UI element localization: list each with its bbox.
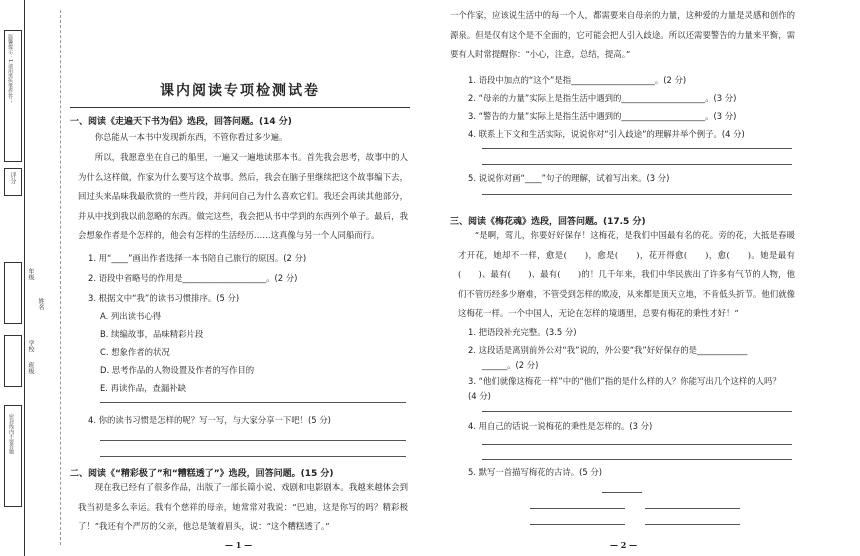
notice-line: 温馨提示：1.请用黑色笔作答；	[7, 34, 13, 104]
option-a: A. 列出读书心得	[100, 311, 162, 321]
score-box	[4, 168, 22, 196]
question-3-2b: ______。(2 分)	[482, 360, 539, 370]
passage-2: 现在我已经有了很多作品，出版了一部长篇小说、戏剧和电影剧本。我越来越体会到我当初是多么幸运。我有个慈祥的母亲，她常常对我说：“巴迪，这是你写的吗？精彩极了！”我还有个严厉的父亲，他总是皱着眉头，说：“这个糟糕透了。”	[78, 482, 408, 531]
question-1-3: 3. 根据文中“我”的读书习惯排序。(5 分)	[88, 293, 240, 303]
option-b: B. 续编故事，品味精彩片段	[100, 329, 204, 339]
page-number: — 1 —	[225, 540, 253, 550]
name-field[interactable]	[36, 298, 45, 310]
name-box	[4, 262, 22, 324]
school-label: 学校	[27, 340, 34, 352]
option-e: E. 再读作品，查漏补缺	[100, 383, 186, 393]
poem-line[interactable]	[530, 508, 625, 509]
question-3-2: 2. 这段话是离别前外公对“我”说的，外公要“我”好好保存的是____________	[468, 345, 748, 355]
score-label: 评分	[9, 172, 16, 184]
answer-line[interactable]	[482, 459, 792, 460]
answer-line[interactable]	[482, 444, 792, 445]
grade-field[interactable]	[26, 268, 35, 280]
passage-1b: 所以，我愿意坐在自己的船里，一遍又一遍地读那本书。首先我会思考，故事中的人为什么这样做，作家为什么要写这个故事。然后，我会在脑子里继续把这个故事编下去，回过头来品味我最欣赏的一些片段，并问问自己为什么喜欢它们。我还会再读其他部分，并从中找到我以前忽略的东西。做完这些，我会把从书中学到的东西列个单子。最后，我会想象作者是个怎样的，他会有怎样的生活经历……这真像与另一个人同船而行。	[78, 152, 408, 240]
passage-2-cont: 一个作家，应该说生活中的每一个人，都需要来自母亲的力量，这种爱的力量是灵感和创作的源泉。但是仅有这个是不全面的，它可能会把人引入歧途。所以还需要警告的力量来平衡，需要有人时常提醒你：“小心，注意，总结，提高。”	[450, 10, 795, 59]
class-field[interactable]	[26, 362, 35, 374]
class-label: 班级	[27, 362, 34, 374]
school-box	[4, 335, 22, 387]
section-1-heading: 一、阅读《走遍天下书为侣》选段，回答问题。(14 分)	[70, 117, 292, 127]
binding-sidebar	[0, 0, 25, 556]
seal-note: 密封线内不要答题	[8, 414, 14, 454]
question-3-5: 5. 默写一首描写梅花的古诗。(5 分)	[468, 467, 603, 477]
answer-line[interactable]	[100, 456, 406, 457]
seal-line	[60, 10, 61, 545]
section-3-heading: 三、阅读《梅花魂》选段，回答问题。(17.5 分)	[450, 217, 646, 227]
section-2-heading: 二、阅读《“精彩极了”和“糟糕透了”》选段，回答问题。(15 分)	[70, 469, 334, 479]
question-3-1: 1. 把语段补充完整。(3.5 分)	[468, 327, 577, 337]
poem-line[interactable]	[645, 524, 740, 525]
page-title: 课内阅读专项检测试卷	[160, 83, 320, 99]
answer-line[interactable]	[100, 402, 406, 403]
divider	[70, 107, 410, 108]
question-2-1: 1. 语段中加点的“这个”是指____________________。(2 分)	[468, 75, 687, 85]
question-2-4: 4. 联系上下文和生活实际，说说你对“引入歧途”的理解并举个例子。(4 分)	[468, 129, 745, 139]
question-1-2: 2. 语段中省略号的作用是____________________。(2 分)	[88, 273, 298, 283]
seal-note-box	[4, 405, 22, 507]
question-1-1: 1. 用“____”画出作者选择一本书陪自己旅行的原因。(2 分)	[88, 253, 307, 263]
option-d: D. 思考作品的人物设置及作者的写作目的	[100, 365, 255, 375]
passage-1a: 你总能从一本书中发现新东西，不管你看过多少遍。	[94, 132, 288, 142]
question-1-4: 4. 你的读书习惯是怎样的呢？写一写，与大家分享一下吧！(5 分)	[88, 415, 331, 425]
question-2-3: 3. “警告的力量”实际上是指生活中遇到的____________________。(3 分)	[468, 111, 737, 121]
poem-title-line[interactable]	[602, 492, 642, 493]
poem-line[interactable]	[530, 524, 625, 525]
answer-line[interactable]	[482, 411, 792, 412]
answer-line[interactable]	[482, 148, 792, 149]
grade-label: 年级	[27, 268, 34, 280]
question-2-5: 5. 说说你对画“____”句子的理解，试着写出来。(3 分)	[468, 173, 670, 183]
poem-line[interactable]	[645, 508, 740, 509]
school-field[interactable]	[26, 340, 35, 352]
name-label: 姓名	[37, 298, 44, 310]
passage-3: “是啊，莺儿，你要好好保存！这梅花，是我们中国最有名的花。旁的花，大抵是春暖才开花，她却不一样，愈是( )，愈是( )，花开得愈( )，愈( )。她是最有( )、最有( )、最有( )的！几千年来，我们中华民族出了许多有气节的人物，他们不管历经多少磨难，不管受到怎样的欺凌，从来都是顶天立地，不肯低头折节。他们就像这梅花一样。一个中国人，无论在怎样的境遇里，总要有梅花的秉性才好！”	[458, 230, 795, 318]
question-2-2: 2. “母亲的力量”实际上是指生活中遇到的____________________。(3 分)	[468, 93, 737, 103]
answer-line[interactable]	[482, 164, 792, 165]
answer-line[interactable]	[482, 194, 792, 195]
answer-line[interactable]	[100, 440, 406, 441]
question-3-3: 3. “他们就像这梅花一样”中的“他们”指的是什么样的人？你能写出几个这样的人吗？(4 分)	[468, 376, 781, 401]
page-number: — 2 —	[610, 540, 638, 550]
question-3-4: 4. 用自己的话说一说梅花的秉性是怎样的。(3 分)	[468, 421, 653, 431]
notice-box	[4, 30, 22, 162]
option-c: C. 想象作者的状况	[100, 347, 170, 357]
